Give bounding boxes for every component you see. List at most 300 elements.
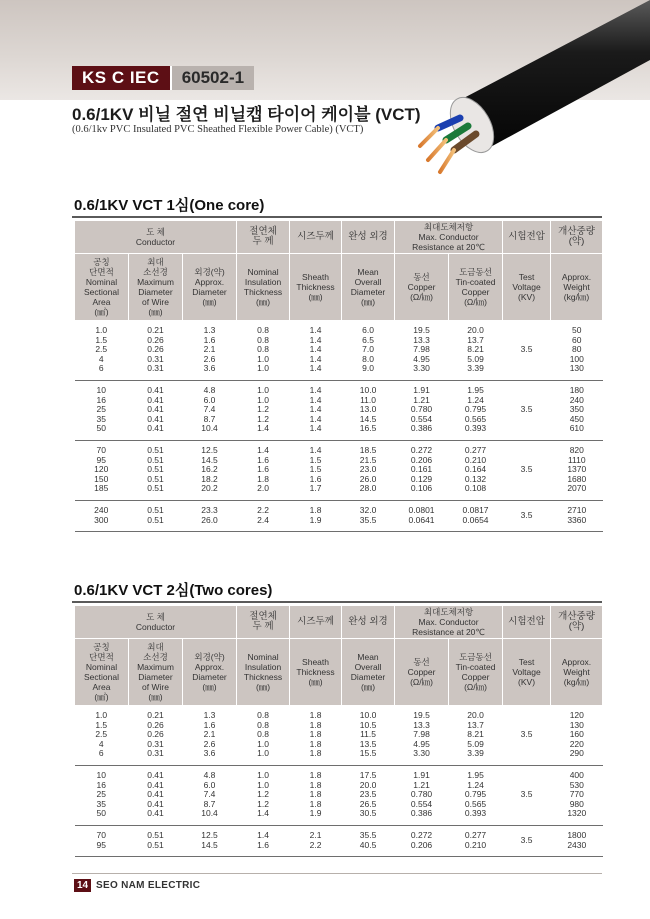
table-row	[75, 765, 603, 825]
cell-value: 980	[569, 798, 584, 809]
cell-value: 3.30	[413, 363, 430, 374]
header-text: (㎜)	[148, 307, 163, 317]
standard-badge	[72, 66, 254, 90]
cell-value: 0.277	[464, 829, 487, 840]
cell-value: 120	[569, 710, 584, 720]
header-text: 도 체	[146, 227, 165, 237]
cell-value: 23.3	[201, 504, 218, 515]
table-row	[75, 825, 603, 856]
header-test-voltage-ko	[503, 221, 551, 254]
header-text: Area	[92, 682, 111, 692]
cell-value: 1.4	[257, 808, 269, 819]
cell-area	[75, 500, 129, 531]
cell-cu	[395, 706, 449, 766]
cell-value: 1.7	[309, 483, 322, 494]
header-text: 도금동선	[459, 267, 492, 277]
cell-value: 1.4	[309, 444, 322, 455]
cell-value: 0.393	[464, 423, 487, 434]
cell-value: 180	[569, 384, 584, 395]
cell-value: 4	[98, 353, 104, 364]
cell-value: 1.91	[413, 384, 430, 395]
cell-value: 0.554	[410, 413, 433, 424]
cell-value: 1.95	[467, 769, 484, 780]
header-text: 개산중량	[558, 611, 595, 622]
header-text: Approx.	[194, 662, 225, 672]
cell-value: 1.4	[309, 344, 322, 355]
cell-value: 13.5	[359, 738, 377, 749]
header-text: Nominal	[247, 652, 279, 662]
cell-value: 0.795	[464, 404, 487, 415]
cell-weight	[551, 765, 603, 825]
header-text: Voltage	[512, 282, 541, 292]
cell-value: 240	[569, 394, 584, 405]
cell-value: 16.5	[359, 423, 377, 434]
cell-test-voltage: 3.5	[503, 500, 551, 531]
cell-value: 20.0	[467, 325, 484, 335]
cell-value: 20.2	[201, 483, 218, 494]
header-text: 두 께	[252, 236, 274, 247]
cell-value: 6.0	[203, 394, 216, 405]
cell-value: 1.8	[309, 798, 322, 809]
cell-dia	[183, 380, 237, 440]
cell-value: 610	[569, 423, 584, 434]
header-text: Thickness	[296, 282, 335, 292]
cell-ins	[237, 500, 290, 531]
cell-value: 1.8	[309, 719, 322, 730]
header-text: (㎜)	[255, 682, 271, 692]
cell-value: 0.210	[464, 454, 487, 465]
header-text: Sheath	[302, 272, 329, 282]
cell-value: 28.0	[359, 483, 377, 494]
header-copper	[395, 254, 449, 321]
cell-value: 1.0	[257, 394, 269, 405]
cell-value: 1110	[567, 454, 586, 465]
header-text: Approx.	[194, 277, 225, 287]
header-text: (KV)	[518, 292, 536, 302]
header-text: Resistance at 20℃	[412, 242, 485, 252]
cell-value: 10.0	[359, 710, 377, 720]
cell-dia	[183, 706, 237, 766]
cell-cu	[395, 765, 449, 825]
cell-value: 95	[96, 839, 106, 850]
header-text: Test	[518, 657, 535, 667]
header-weight	[551, 639, 603, 706]
cell-ins	[237, 765, 290, 825]
cell-value: 0.51	[147, 464, 164, 475]
cell-ins	[237, 440, 290, 500]
cell-cu	[395, 500, 449, 531]
header-nominal-area	[75, 639, 129, 706]
cell-value: 1.8	[309, 748, 322, 759]
cell-value: 2.5	[95, 344, 108, 355]
cell-value: 770	[569, 789, 584, 800]
cell-value: 21.5	[359, 454, 377, 465]
cell-tin	[449, 825, 503, 856]
header-text: 단면적	[89, 652, 114, 662]
cell-value: 160	[569, 729, 584, 740]
header-text: Thickness	[296, 667, 335, 677]
cell-sheath	[290, 706, 342, 766]
cell-value: 1.5	[309, 454, 322, 465]
header-weight-ko	[551, 221, 603, 254]
cell-value: 2.4	[257, 514, 269, 525]
cell-value: 0.26	[147, 334, 164, 345]
header-text: Copper	[461, 287, 490, 297]
header-overall	[342, 254, 395, 321]
cell-overall	[342, 321, 395, 381]
cell-value: 6.5	[362, 334, 374, 345]
header-text: Max. Conductor	[418, 617, 479, 627]
table-row	[75, 380, 603, 440]
cell-value: 3.39	[467, 363, 484, 374]
cell-value: 11.5	[360, 729, 376, 740]
cell-value: 1.4	[309, 384, 322, 395]
table-row	[75, 500, 603, 531]
header-text: Copper	[461, 672, 490, 682]
cell-value: 10.0	[359, 384, 377, 395]
footer-divider	[72, 873, 602, 874]
cell-value: 2710	[567, 504, 587, 515]
cell-value: 1.2	[257, 789, 269, 800]
header-text: Copper	[407, 667, 436, 677]
header-text: 소선경	[143, 267, 168, 277]
cell-value: 820	[569, 444, 584, 455]
header-text: (kg/㎞)	[563, 292, 590, 302]
cell-value: 0.21	[147, 710, 164, 720]
cell-value: 1680	[567, 473, 587, 484]
cell-value: 1.3	[203, 325, 216, 335]
cell-value: 6.0	[362, 325, 374, 335]
cell-value: 7.98	[413, 729, 430, 740]
cell-wire	[129, 380, 183, 440]
header-conductor	[75, 221, 237, 254]
cell-value: 0.51	[147, 839, 164, 850]
cell-value: 0.51	[147, 504, 164, 515]
cell-value: 1.6	[203, 334, 216, 345]
cell-value: 35.5	[359, 829, 377, 840]
header-text: 최대도체저항	[423, 222, 474, 232]
cell-weight	[551, 825, 603, 856]
cell-value: 0.161	[410, 464, 433, 475]
header-text: 개산중량	[558, 226, 595, 237]
cell-value: 2430	[567, 839, 587, 850]
header-text: Diameter	[350, 287, 386, 297]
cell-value: 95	[96, 454, 106, 465]
cell-value: 50	[96, 808, 106, 819]
header-text: Test	[518, 272, 535, 282]
header-copper	[395, 639, 449, 706]
cell-value: 7.4	[203, 404, 216, 415]
cell-value: 0.8	[257, 729, 269, 740]
cell-weight	[551, 321, 603, 381]
cell-value: 530	[569, 779, 584, 790]
cell-value: 1.24	[467, 394, 484, 405]
header-nominal-area	[75, 254, 129, 321]
header-text: (Ω/㎞)	[464, 297, 487, 307]
cell-value: 1.8	[309, 779, 322, 790]
header-text: of Wire	[142, 682, 169, 692]
header-test-voltage-ko	[503, 606, 551, 639]
cell-dia	[183, 440, 237, 500]
cell-value: 0.210	[464, 839, 487, 850]
cell-tin	[449, 706, 503, 766]
cell-value: 1.9	[309, 514, 322, 525]
header-text: Diameter	[192, 287, 227, 297]
header-text: Mean	[357, 652, 379, 662]
header-text: Diameter	[350, 672, 386, 682]
cell-wire	[129, 321, 183, 381]
cell-value: 4.95	[413, 353, 430, 364]
cell-value: 14.5	[201, 454, 218, 465]
cell-area	[75, 380, 129, 440]
cell-value: 23.5	[359, 789, 377, 800]
cell-value: 16	[96, 394, 106, 405]
cell-value: 1.5	[95, 719, 108, 730]
cell-value: 0.51	[147, 483, 164, 494]
cell-test-voltage: 3.5	[503, 380, 551, 440]
cell-value: 8.21	[467, 344, 484, 355]
header-text: 도금동선	[459, 652, 492, 662]
cell-value: 2.2	[309, 839, 322, 850]
cell-value: 1.8	[309, 729, 322, 740]
cell-value: 1.95	[467, 384, 484, 395]
header-text: 외경(약)	[194, 652, 225, 662]
cell-value: 50	[96, 423, 106, 434]
header-text: Area	[92, 297, 111, 307]
cell-test-voltage: 3.5	[503, 706, 551, 766]
cell-value: 0.41	[147, 789, 164, 800]
cell-value: 0.31	[147, 738, 164, 749]
cell-overall	[342, 765, 395, 825]
cell-value: 1.8	[309, 769, 322, 780]
cell-value: 15.5	[359, 748, 377, 759]
cell-value: 0.8	[257, 710, 269, 720]
cell-value: 0.8	[257, 334, 269, 345]
cell-value: 18.5	[359, 444, 377, 455]
cell-value: 25	[96, 404, 106, 415]
header-text: 시험전압	[508, 616, 545, 627]
cell-value: 7.4	[203, 789, 216, 800]
cell-value: 1.8	[309, 710, 322, 720]
cell-value: 0.386	[410, 423, 433, 434]
cell-value: 6	[98, 363, 104, 374]
header-text: Approx.	[561, 657, 592, 667]
header-weight	[551, 254, 603, 321]
cell-value: 1.4	[309, 334, 322, 345]
cell-value: 2.1	[309, 829, 322, 840]
cell-value: 1.0	[95, 710, 108, 720]
cell-wire	[129, 500, 183, 531]
header-text: (㎜)	[308, 677, 323, 687]
cell-value: 0.206	[410, 454, 433, 465]
cell-tin	[449, 380, 503, 440]
cell-value: 19.5	[413, 325, 430, 335]
header-text: Conductor	[135, 237, 176, 247]
cell-value: 1.0	[257, 779, 269, 790]
section-title-one-core: 0.6/1KV VCT 1심(One core)	[74, 197, 265, 214]
cell-ins	[237, 706, 290, 766]
header-text: Max. Conductor	[418, 232, 479, 242]
cell-value: 0.108	[464, 483, 487, 494]
cell-dia	[183, 321, 237, 381]
header-text: Resistance at 20℃	[412, 627, 485, 637]
cell-value: 130	[569, 719, 584, 730]
header-text: 최대	[147, 257, 164, 267]
cell-sheath	[290, 440, 342, 500]
header-sheath-ko	[290, 606, 342, 639]
header-text: Mean	[357, 267, 379, 277]
header-text: (㎟)	[94, 307, 109, 317]
header-text: Maximum	[137, 662, 174, 672]
cell-value: 0.565	[464, 413, 487, 424]
header-text: (㎜)	[202, 682, 217, 692]
header-sheath-ko	[290, 221, 342, 254]
cell-value: 0.21	[147, 325, 164, 335]
cell-value: 13.3	[413, 719, 430, 730]
cell-value: 0.51	[147, 444, 164, 455]
cell-value: 1.6	[257, 464, 269, 475]
cell-tin	[449, 500, 503, 531]
header-text: (Ω/㎞)	[410, 292, 433, 302]
header-text: 공칭	[93, 642, 110, 652]
header-text: Copper	[407, 282, 436, 292]
cell-value: 8.7	[203, 413, 216, 424]
header-text: 시험전압	[508, 231, 545, 242]
section-divider	[72, 601, 602, 603]
cell-value: 1.0	[257, 363, 269, 374]
cell-value: 1.4	[309, 353, 322, 364]
cell-value: 16	[96, 779, 106, 790]
cell-value: 1.4	[257, 829, 269, 840]
header-text: (㎜)	[255, 297, 271, 307]
cell-value: 1.2	[257, 413, 269, 424]
cell-value: 9.0	[362, 363, 374, 374]
cell-value: 10	[96, 384, 106, 395]
header-tinned	[449, 639, 503, 706]
cell-value: 1.21	[413, 394, 430, 405]
cell-weight	[551, 706, 603, 766]
header-text: 단면적	[89, 267, 114, 277]
header-overall-ko	[342, 221, 395, 254]
cell-dia	[183, 500, 237, 531]
cell-value: 2.1	[203, 344, 216, 355]
cell-value: 0.41	[147, 798, 164, 809]
standard-label: KS C IEC	[72, 66, 170, 90]
cell-value: 20.0	[467, 710, 484, 720]
cell-value: 100	[569, 353, 584, 364]
header-text: of Wire	[142, 297, 169, 307]
cell-test-voltage: 3.5	[503, 440, 551, 500]
cell-value: 0.393	[464, 808, 487, 819]
cell-value: 2.0	[257, 483, 269, 494]
header-weight-ko	[551, 606, 603, 639]
cell-value: 26.0	[201, 514, 218, 525]
header-test-voltage	[503, 254, 551, 321]
cell-value: 0.0641	[408, 514, 435, 525]
cell-area	[75, 825, 129, 856]
cell-value: 10.4	[201, 808, 218, 819]
cell-value: 0.272	[410, 829, 433, 840]
cell-value: 0.51	[147, 829, 164, 840]
cell-value: 12.5	[201, 444, 218, 455]
header-text: Overall	[354, 277, 382, 287]
cell-value: 1.2	[257, 798, 269, 809]
cell-value: 1.6	[309, 473, 322, 484]
cell-area	[75, 321, 129, 381]
cell-value: 1.6	[203, 719, 216, 730]
header-text: Weight	[563, 667, 590, 677]
cell-area	[75, 765, 129, 825]
header-text: (㎜)	[308, 292, 323, 302]
section-title-two-cores: 0.6/1KV VCT 2심(Two cores)	[74, 582, 273, 599]
cell-value: 14.5	[359, 413, 377, 424]
header-text: 시즈두께	[297, 616, 334, 627]
cell-value: 1.21	[413, 779, 430, 790]
header-text: 두 께	[252, 621, 274, 632]
cell-value: 1.5	[95, 334, 108, 345]
cell-test-voltage: 3.5	[503, 765, 551, 825]
cell-value: 3.39	[467, 748, 484, 759]
cell-value: 0.41	[147, 779, 164, 790]
header-text: Nominal	[85, 277, 118, 287]
cell-overall	[342, 380, 395, 440]
cell-value: 450	[569, 413, 584, 424]
table-row	[75, 440, 603, 500]
cell-value: 1.4	[309, 394, 322, 405]
cell-value: 0.565	[464, 798, 487, 809]
header-resistance	[395, 221, 503, 254]
cell-value: 0.31	[147, 353, 164, 364]
cell-value: 8.21	[467, 729, 484, 740]
cell-value: 4.8	[203, 384, 216, 395]
cable-photo	[390, 0, 650, 190]
cell-value: 1.4	[257, 444, 269, 455]
cell-wire	[129, 825, 183, 856]
header-text: Nominal	[85, 662, 118, 672]
cell-value: 0.26	[147, 719, 164, 730]
header-max-diameter	[129, 639, 183, 706]
cell-value: 1.91	[413, 769, 430, 780]
cell-value: 185	[94, 483, 109, 494]
cell-value: 35	[96, 413, 106, 424]
header-text: Tin-coated	[455, 662, 496, 672]
header-text: Diameter	[138, 672, 173, 682]
cell-value: 2.6	[203, 738, 216, 749]
page-title: 0.6/1KV 비닐 절연 비닐캡 타이어 케이블 (VCT)	[72, 105, 421, 124]
cell-value: 0.386	[410, 808, 433, 819]
cell-value: 35.5	[359, 514, 377, 525]
cell-value: 1.3	[203, 710, 216, 720]
cell-value: 0.51	[147, 454, 164, 465]
section-divider	[72, 216, 602, 218]
cell-value: 10.5	[359, 719, 377, 730]
header-test-voltage	[503, 639, 551, 706]
header-outer-diameter	[183, 639, 237, 706]
cell-value: 1.6	[257, 839, 269, 850]
header-resistance	[395, 606, 503, 639]
cell-cu	[395, 440, 449, 500]
header-outer-diameter	[183, 254, 237, 321]
cell-area	[75, 706, 129, 766]
cell-value: 0.0801	[408, 504, 435, 515]
header-insulation-ko	[237, 606, 290, 639]
cell-value: 0.51	[147, 514, 164, 525]
header-text: 시즈두께	[297, 231, 334, 242]
cell-value: 1.4	[309, 423, 322, 434]
cell-value: 11.0	[360, 394, 376, 405]
cell-value: 17.5	[359, 769, 377, 780]
cell-value: 13.0	[359, 404, 377, 415]
